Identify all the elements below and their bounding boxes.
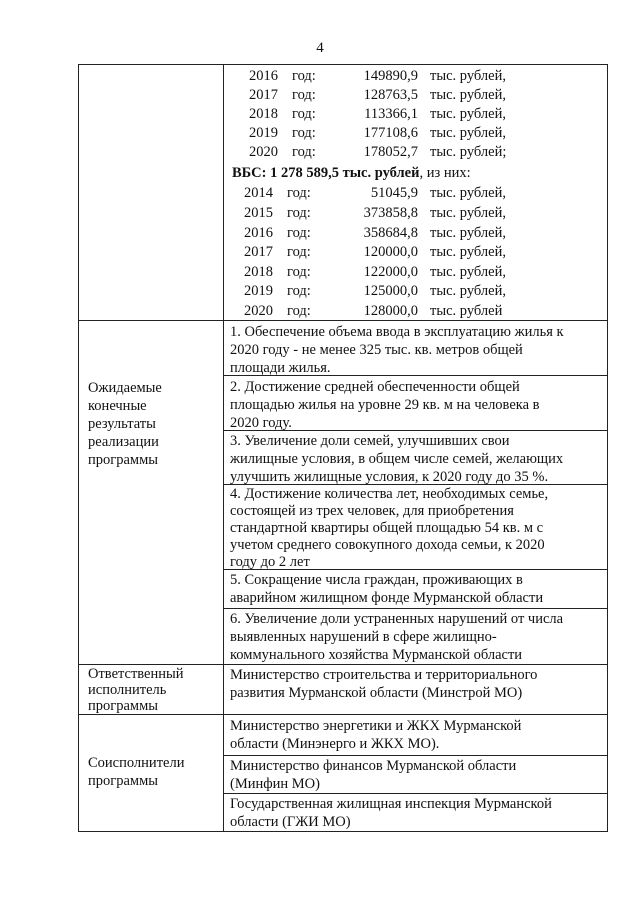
funding-year: 2020	[244, 303, 273, 319]
text-line: стандартной квартиры общей площадью 54 кв. м с	[230, 520, 544, 536]
funding-value: 149890,9	[363, 68, 418, 84]
funding-unit: тыс. рублей,	[430, 106, 506, 122]
label-line: Ответственный	[88, 666, 184, 682]
funding-god: год:	[292, 87, 316, 103]
coexecutor-item-3	[230, 795, 552, 831]
funding-unit: тыс. рублей,	[430, 125, 506, 141]
funding-value: 358684,8	[363, 225, 418, 241]
funding-unit: тыс. рублей,	[430, 283, 506, 299]
text-line: коммунального хозяйства Мурманской области	[230, 647, 523, 663]
text-line: жилищные условия, в общем числе семей, желающих	[230, 451, 564, 467]
funding-god: год:	[292, 144, 316, 160]
text-line: 4. Достижение количества лет, необходимых семье,	[230, 486, 549, 502]
table-border-bottom	[78, 831, 608, 832]
funding-value: 113366,1	[364, 106, 418, 122]
text-line: развития Мурманской области (Минстрой МО)	[230, 685, 523, 701]
text-line: 5. Сокращение числа граждан, проживающих в	[230, 572, 523, 588]
label-line: Ожидаемые	[88, 380, 162, 396]
table-border-right	[607, 64, 608, 832]
result-item-4	[230, 486, 548, 571]
coexecutor-item-1	[230, 717, 521, 753]
funding-unit: тыс. рублей,	[430, 68, 506, 84]
text-line: области (ГЖИ МО)	[230, 814, 351, 830]
funding-god: год:	[287, 283, 311, 299]
text-line: Министерство финансов Мурманской области	[230, 758, 517, 774]
result-item-3	[230, 432, 563, 486]
label-line: исполнитель	[88, 682, 167, 698]
funding-value: 128763,5	[363, 87, 418, 103]
funding-value: 128000,0	[363, 303, 418, 319]
row-divider	[78, 320, 608, 321]
funding-value: 177108,6	[363, 125, 418, 141]
table-border-top	[78, 64, 608, 65]
funding-value: 120000,0	[363, 244, 418, 260]
page-number: 4	[316, 40, 324, 56]
funding-unit: тыс. рублей	[430, 303, 503, 319]
text-line: выявленных нарушений в сфере жилищно-	[230, 629, 497, 645]
funding-unit: тыс. рублей,	[430, 225, 506, 241]
vbs-suffix: , из них:	[419, 165, 471, 181]
funding-god: год:	[292, 106, 316, 122]
funding-unit: тыс. рублей,	[430, 205, 506, 221]
label-line: конечные	[88, 398, 147, 414]
funding-god: год:	[287, 205, 311, 221]
funding-god: год:	[292, 125, 316, 141]
text-line: 6. Увеличение доли устраненных нарушений от числа	[230, 611, 564, 627]
funding-unit: тыс. рублей;	[430, 144, 507, 160]
text-line: 1. Обеспечение объема ввода в эксплуатацию жилья к	[230, 324, 564, 340]
funding-year: 2014	[244, 185, 273, 201]
funding-year: 2015	[244, 205, 273, 221]
funding-value: 122000,0	[363, 264, 418, 280]
row-divider	[223, 755, 608, 756]
label-line: программы	[88, 452, 158, 468]
text-line: области (Минэнерго и ЖКХ МО).	[230, 736, 440, 752]
text-line: аварийном жилищном фонде Мурманской области	[230, 590, 544, 606]
result-item-5	[230, 571, 543, 607]
funding-value: 51045,9	[370, 185, 418, 201]
vbs-label: ВБС: 1 278 589,5 тыс. рублей	[232, 165, 420, 181]
text-line: 2020 году - не менее 325 тыс. кв. метров общей	[230, 342, 523, 358]
funding-year: 2020	[249, 144, 278, 160]
text-line: (Минфин МО)	[230, 776, 320, 792]
funding-god: год:	[287, 185, 311, 201]
funding-god: год:	[292, 68, 316, 84]
label-line: реализации	[88, 434, 159, 450]
result-item-1	[230, 323, 564, 377]
funding-unit: тыс. рублей,	[430, 185, 506, 201]
funding-god: год:	[287, 244, 311, 260]
text-line: году до 2 лет	[230, 554, 310, 570]
funding-unit: тыс. рублей,	[430, 264, 506, 280]
text-line: улучшить жилищные условия, к 2020 году до 35 %.	[230, 469, 549, 485]
funding-unit: тыс. рублей,	[430, 87, 506, 103]
result-item-2	[230, 378, 539, 432]
coexecutors-label	[88, 754, 184, 790]
text-line: Министерство строительства и территориального	[230, 667, 538, 683]
table-border-left	[78, 64, 79, 832]
text-line: состоящей из трех человек, для приобретения	[230, 503, 514, 519]
text-line: Министерство энергетики и ЖКХ Мурманской	[230, 718, 522, 734]
text-line: 2020 году.	[230, 415, 292, 431]
funding-god: год:	[287, 303, 311, 319]
row-divider	[223, 793, 608, 794]
funding-year: 2016	[249, 68, 278, 84]
result-item-6	[230, 610, 563, 664]
label-line: программы	[88, 773, 158, 789]
label-line: программы	[88, 698, 158, 714]
row-divider	[78, 714, 608, 715]
funding-year: 2017	[244, 244, 273, 260]
funding-year: 2019	[244, 283, 273, 299]
label-line: Соисполнители	[88, 755, 185, 771]
column-divider	[223, 64, 224, 832]
text-line: учетом среднего совокупного дохода семьи, к 2020	[230, 537, 545, 553]
funding-god: год:	[287, 264, 311, 280]
funding-unit: тыс. рублей,	[430, 244, 506, 260]
text-line: площадью жилья на уровне 29 кв. м на человека в	[230, 397, 540, 413]
label-line: результаты	[88, 416, 156, 432]
responsible-label	[88, 666, 184, 714]
funding-year: 2018	[244, 264, 273, 280]
funding-god: год:	[287, 225, 311, 241]
row-divider	[78, 664, 608, 665]
funding-year: 2016	[244, 225, 273, 241]
funding-value: 178052,7	[363, 144, 418, 160]
program-passport-table	[78, 64, 608, 832]
funding-value: 125000,0	[363, 283, 418, 299]
funding-year: 2018	[249, 106, 278, 122]
responsible-text	[230, 666, 537, 702]
text-line: площади жилья.	[230, 360, 331, 376]
text-line: 3. Увеличение доли семей, улучшивших свои	[230, 433, 510, 449]
funding-value: 373858,8	[363, 205, 418, 221]
vbs-heading	[232, 163, 471, 183]
coexecutor-item-2	[230, 757, 516, 793]
funding-year: 2019	[249, 125, 278, 141]
text-line: 2. Достижение средней обеспеченности общей	[230, 379, 520, 395]
results-label	[88, 379, 162, 469]
funding-year: 2017	[249, 87, 278, 103]
text-line: Государственная жилищная инспекция Мурманской	[230, 796, 552, 812]
row-divider	[223, 608, 608, 609]
